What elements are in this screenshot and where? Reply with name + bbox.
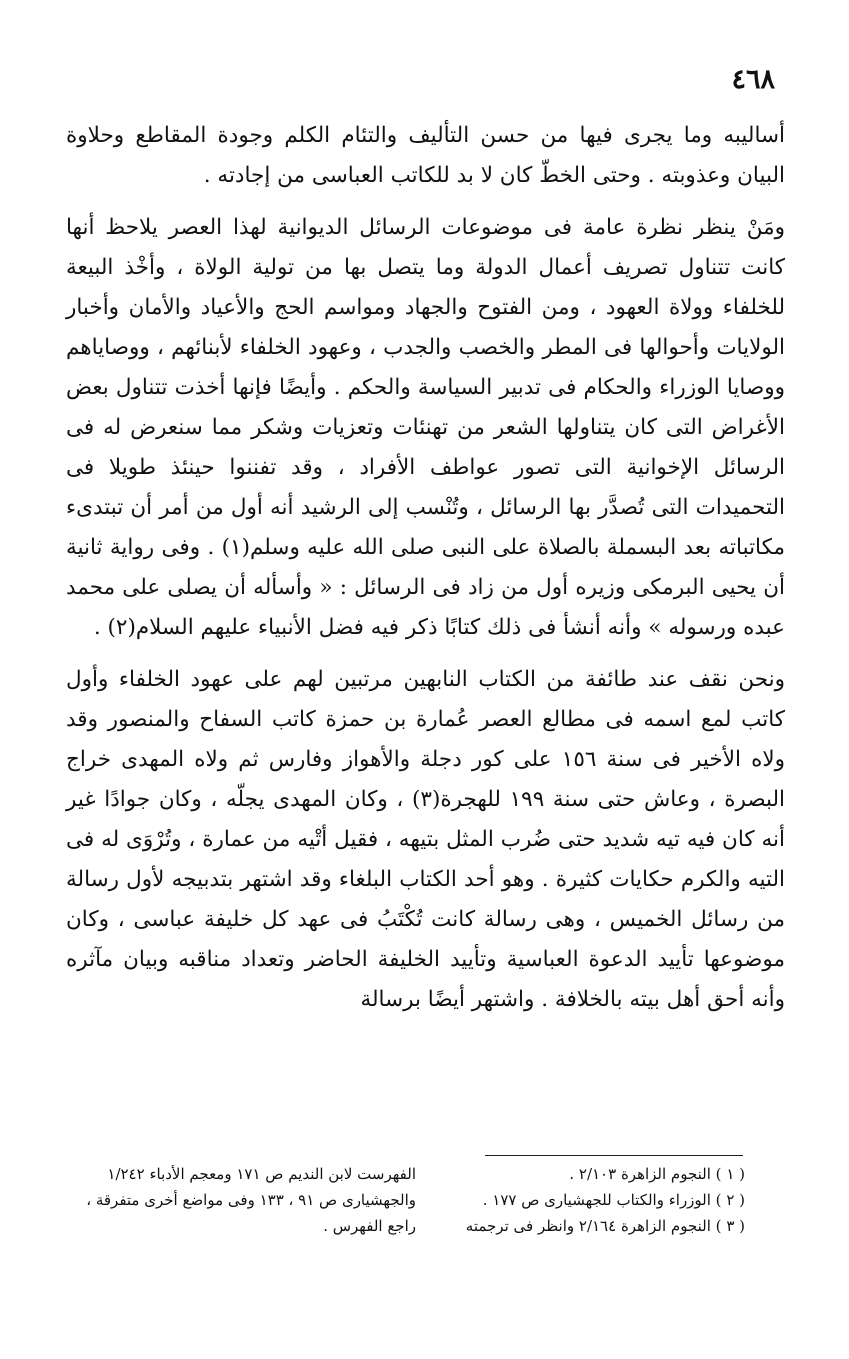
footnotes-column-right <box>405 1161 745 1239</box>
footnote-divider <box>485 1155 743 1156</box>
footnote-2: ( ٢ ) الوزراء والكتاب للجهشيارى ص ١٧٧ . <box>482 1191 745 1209</box>
footnotes-column-left <box>58 1161 416 1239</box>
paragraph-1: أساليبه وما يجرى فيها من حسن التأليف والتئام الكلم وجودة المقاطع وحلاوة البيان وعذوبته . وحتى الخطّ كان لا بد للكاتب العباسى من إجادته . <box>66 123 785 188</box>
footnote-3-continuation: الفهرست لابن النديم ص ١٧١ ومعجم الأدباء ١/٢٤٢ والجهشيارى ص ٩١ ، ١٣٣ وفى مواضع أخرى متفرقة ، راجع الفهرس . <box>86 1165 416 1235</box>
body-text <box>66 116 785 1020</box>
paragraph-3: ونحن نقف عند طائفة من الكتاب النابهين مرتبين لهم على عهود الخلفاء وأول كاتب لمع اسمه فى مطالع العصر عُمارة بن حمزة كاتب السفاح والمنصور وقد ولاه الأخير فى سنة ١٥٦ على كور دجلة والأهواز وفارس ثم ولاه المهدى خراج البصرة ، وعاش حتى سنة ١٩٩ للهجرة(٣) ، وكان المهدى يجلّه ، وكان جوادًا غير أنه كان فيه تيه شديد حتى ضُرب المثل بتيهه ، فقيل أتْيه من عمارة ، وتُرْوَى له فى التيه والكرم حكايات كثيرة . وهو أحد الكتاب البلغاء وقد اشتهر بتدبيجه لأول رسالة من رسائل الخميس ، وهى رسالة كانت تُكْتَبُ فى عهد كل خليفة عباسى ، وكان موضوعها تأييد الدعوة العباسية وتأييد الخليفة الحاضر وتعداد مناقبه وبيان مآثره وأنه أحق أهل بيته بالخلافة . واشتهر أيضًا برسالة <box>66 667 786 1012</box>
page-number: ٤٦٨ <box>731 64 775 95</box>
footnote-3: ( ٣ ) النجوم الزاهرة ٢/١٦٤ وانظر فى ترجمته <box>465 1217 745 1235</box>
footnote-1: ( ١ ) النجوم الزاهرة ٢/١٠٣ . <box>569 1165 745 1183</box>
paragraph-2: ومَنْ ينظر نظرة عامة فى موضوعات الرسائل الديوانية لهذا العصر يلاحظ أنها كانت تتناول تصريف أعمال الدولة وما يتصل بها من تولية الولاة ، وأخْذ البيعة للخلفاء وولاة العهود ، ومن الفتوح والجهاد ومواسم الحج والأعياد والأمان وأخبار الولايات وأحوالها فى المطر والخصب والجدب ، وعهود الخلفاء لأبنائهم ، ووصاياهم ووصايا الوزراء والحكام فى تدبير السياسة والحكم . وأيضًا فإنها أخذت تتناول بعض الأغراض التى كان يتناولها الشعر من تهنئات وتعزيات وشكر مما سنعرض له فى الرسائل الإخوانية التى تصور عواطف الأفراد ، وقد تفننوا حينئذ طويلا فى التحميدات التى تُصدَّر بها الرسائل ، وتُنْسب إلى الرشيد أنه أول من أمر أن تبتدىء مكاتباته بعد البسملة بالصلاة على النبى صلى الله عليه وسلم(١) . وفى رواية ثانية أن يحيى البرمكى وزيره أول من زاد فى الرسائل : « وأسأله أن يصلى على محمد عبده ورسوله » وأنه أنشأ فى ذلك كتابًا ذكر فيه فضل الأنبياء عليهم السلام(٢) . <box>66 215 786 640</box>
